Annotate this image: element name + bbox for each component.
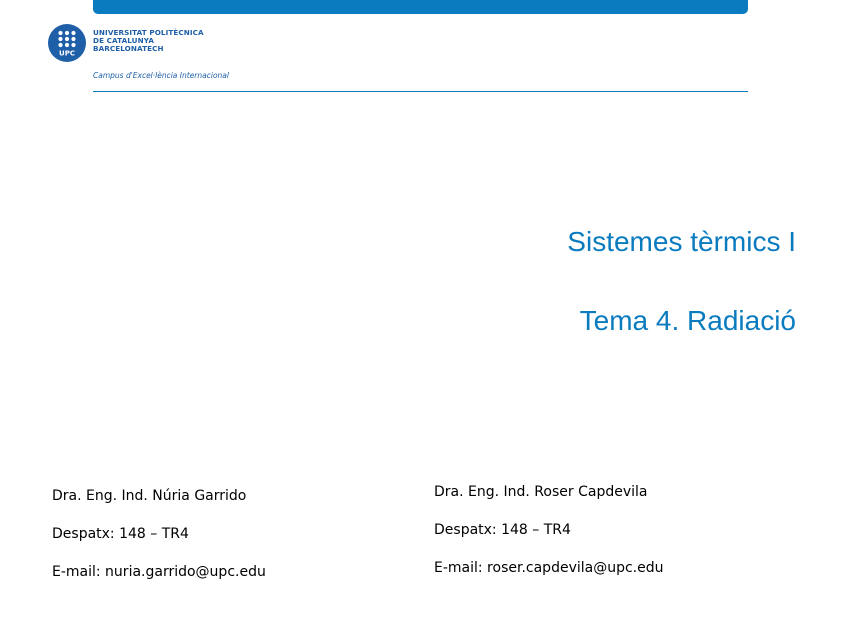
university-line-3: BARCELONATECH [93,44,164,53]
campus-tagline: Campus d'Excel·lència Internacional [93,71,229,80]
logo-letters: UPC [59,49,75,58]
contact-email: E-mail: nuria.garrido@upc.edu [52,564,266,580]
upc-logo-icon [48,24,86,62]
header-divider [93,91,748,92]
contact-block-right [434,482,664,596]
contact-block-left [52,486,266,600]
university-line-1: UNIVERSITAT POLITÈCNICA [93,28,204,37]
slide-subtitle: Tema 4. Radiació [579,305,796,336]
university-line-2: DE CATALUNYA [93,36,155,45]
contact-name: Dra. Eng. Ind. Roser Capdevila [434,484,648,500]
contact-office: Despatx: 148 – TR4 [434,522,571,538]
university-name [93,29,204,53]
header-bar [93,0,748,14]
slide-title: Sistemes tèrmics I [567,226,796,257]
contact-office: Despatx: 148 – TR4 [52,526,189,542]
contact-name: Dra. Eng. Ind. Núria Garrido [52,488,247,504]
contact-email: E-mail: roser.capdevila@upc.edu [434,560,664,576]
